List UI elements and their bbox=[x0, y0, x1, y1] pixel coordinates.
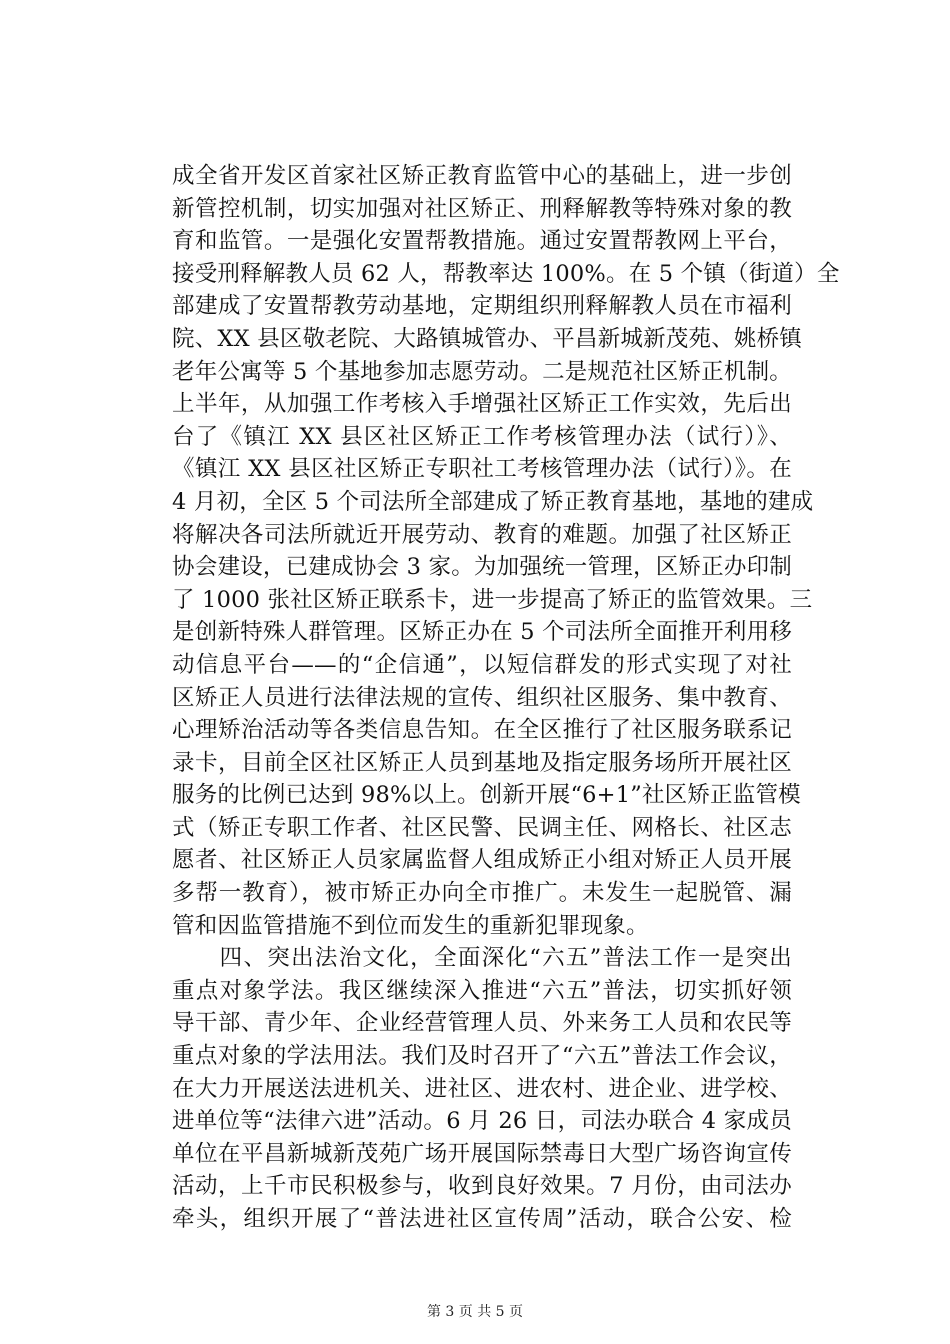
text-line: 4 月初，全区 5 个司法所全部建成了矫正教育基地，基地的建成 bbox=[172, 488, 814, 515]
text-line: 院、XX 县区敬老院、大路镇城管办、平昌新城新茂苑、姚桥镇 bbox=[172, 325, 802, 352]
text-line: 进单位等“法律六进”活动。6 月 26 日，司法办联合 4 家成员 bbox=[172, 1108, 792, 1135]
text-line: 《镇江 XX 县区社区矫正专职社工考核管理办法（试行）》。在 bbox=[172, 456, 792, 483]
text-line: 服务的比例已达到 98%以上。创新开展“6+1”社区矫正监管模 bbox=[172, 782, 801, 809]
text-line: 协会建设，已建成协会 3 家。为加强统一管理，区矫正办印制 bbox=[172, 554, 792, 581]
text-line: 多帮一教育），被市矫正办向全市推广。未发生一起脱管、漏 bbox=[172, 880, 792, 907]
text-line: 动信息平台——的“企信通”，以短信群发的形式实现了对社 bbox=[172, 651, 792, 678]
text-line: 区矫正人员进行法律法规的宣传、组织社区服务、集中教育、 bbox=[172, 684, 792, 711]
text-line: 活动，上千市民积极参与，收到良好效果。7 月份，由司法办 bbox=[172, 1173, 792, 1200]
text-line: 部建成了安置帮教劳动基地，定期组织刑释解教人员在市福利 bbox=[172, 293, 792, 320]
text-line: 了 1000 张社区矫正联系卡，进一步提高了矫正的监管效果。三 bbox=[172, 586, 813, 613]
text-line: 单位在平昌新城新茂苑广场开展国际禁毒日大型广场咨询宣传 bbox=[172, 1140, 792, 1167]
text-line: 愿者、社区矫正人员家属监督人组成矫正小组对矫正人员开展 bbox=[172, 847, 792, 874]
body-text bbox=[172, 160, 840, 1236]
text-line: 录卡，目前全区社区矫正人员到基地及指定服务场所开展社区 bbox=[172, 749, 792, 776]
text-line: 育和监管。一是强化安置帮教措施。通过安置帮教网上平台， bbox=[172, 228, 792, 255]
text-line: 式（矫正专职工作者、社区民警、民调主任、网格长、社区志 bbox=[172, 814, 792, 841]
text-line: 上半年，从加强工作考核入手增强社区矫正工作实效，先后出 bbox=[172, 391, 792, 418]
text-line: 接受刑释解教人员 62 人，帮教率达 100%。在 5 个镇（街道）全 bbox=[172, 260, 840, 287]
text-line: 牵头，组织开展了“普法进社区宣传周”活动，联合公安、检 bbox=[172, 1206, 792, 1232]
text-line: 老年公寓等 5 个基地参加志愿劳动。二是规范社区矫正机制。 bbox=[172, 358, 792, 385]
paragraph-end-line: 管和因监管措施不到位而发生的重新犯罪现象。 bbox=[172, 912, 649, 939]
text-line: 导干部、青少年、企业经营管理人员、外来务工人员和农民等 bbox=[172, 1010, 792, 1037]
text-line: 重点对象的学法用法。我们及时召开了“六五”普法工作会议， bbox=[172, 1043, 792, 1070]
text-line: 将解决各司法所就近开展劳动、教育的难题。加强了社区矫正 bbox=[172, 521, 792, 548]
text-line: 新管控机制，切实加强对社区矫正、刑释解教等特殊对象的教 bbox=[172, 195, 792, 222]
text-line: 台了《镇江 XX 县区社区矫正工作考核管理办法（试行）》、 bbox=[172, 423, 792, 450]
text-line: 在大力开展送法进机关、进社区、进农村、进企业、进学校、 bbox=[172, 1075, 792, 1102]
page-number-footer: 第 3 页 共 5 页 bbox=[426, 1304, 524, 1320]
text-line: 成全省开发区首家社区矫正教育监管中心的基础上，进一步创 bbox=[172, 163, 792, 189]
text-line: 四、突出法治文化，全面深化“六五”普法工作一是突出 bbox=[172, 945, 792, 972]
text-line: 心理矫治活动等各类信息告知。在全区推行了社区服务联系记 bbox=[172, 717, 792, 744]
text-line: 重点对象学法。我区继续深入推进“六五”普法，切实抓好领 bbox=[172, 977, 792, 1004]
text-line: 是创新特殊人群管理。区矫正办在 5 个司法所全面推开利用移 bbox=[172, 619, 792, 646]
